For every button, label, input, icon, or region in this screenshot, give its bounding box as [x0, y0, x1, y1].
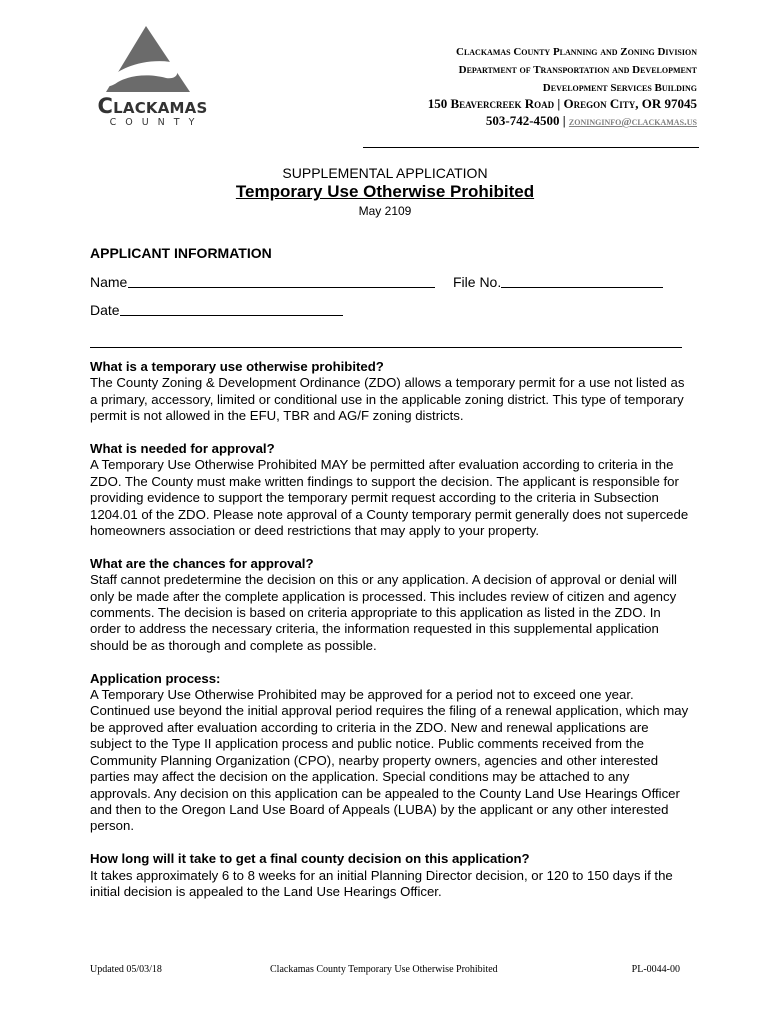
document-date: May 2109: [358, 204, 412, 218]
street-address: 150 Beavercreek Road | Oregon City, OR 97045: [427, 96, 697, 111]
section-heading: How long will it take to get a final county decision on this application?: [90, 851, 530, 867]
section-divider: [90, 347, 682, 348]
logo-county-label: COUNTY: [109, 117, 204, 128]
section-heading: What is a temporary use otherwise prohibited?: [90, 359, 384, 374]
logo-wordmark: Clackamas: [97, 94, 208, 118]
department-name: Department of Transportation and Development: [458, 64, 697, 76]
clackamas-logo-mountain-icon: [88, 26, 208, 98]
section-body: It takes approximately 6 to 8 weeks for an initial Planning Director decision, or 120 to 150 days if the initial decision is appealed to the Land Use Hearings Officer.: [90, 867, 673, 899]
section-heading: Application process:: [90, 670, 221, 686]
section-definition: [90, 359, 690, 425]
section-application-process: [90, 671, 690, 835]
file-number-label: File No.: [453, 274, 502, 290]
header-divider: [363, 147, 699, 148]
section-approval-chances: [90, 556, 690, 654]
page-title: Temporary Use Otherwise Prohibited: [235, 182, 535, 201]
date-label: Date: [90, 302, 120, 318]
file-number-field[interactable]: [501, 287, 663, 288]
section-approval-needs: [90, 441, 690, 539]
section-heading: What is needed for approval?: [90, 441, 275, 457]
contact-line: [486, 114, 697, 129]
section-body: The County Zoning & Development Ordinance (ZDO) allows a temporary permit for a use not listed as a primary, accessory, limited or conditional use in the applicable zoning district. This type of temporary permit is not allowed in the EFU, TBR and AG/F zoning districts.: [90, 375, 685, 424]
footer-form-id: PL-0044-00: [631, 964, 680, 975]
email-link[interactable]: zoninginfo@clackamas.us: [568, 116, 697, 128]
phone-number: 503-742-4500 |: [485, 113, 566, 128]
date-field[interactable]: [120, 315, 343, 316]
section-body: A Temporary Use Otherwise Prohibited MAY be permitted after evaluation according to criteria in the ZDO. The County must make written findings to support the decision. The applicant is responsible for providing evidence to support the temporary permit request according to the criteria in Subsection 1204.01 of the ZDO. Please note approval of a County temporary permit generally does not supercede homeowners association or deed restrictions that may apply to your property.: [90, 457, 689, 539]
supplemental-heading: SUPPLEMENTAL APPLICATION: [282, 165, 488, 181]
building-name: Development Services Building: [542, 82, 697, 94]
name-label: Name: [90, 274, 128, 290]
applicant-info-heading: APPLICANT INFORMATION: [90, 245, 272, 261]
division-name: Clackamas County Planning and Zoning Division: [456, 46, 697, 58]
footer-title: Clackamas County Temporary Use Otherwise Prohibited: [270, 964, 498, 975]
section-heading: What are the chances for approval?: [90, 555, 314, 571]
section-timeline: [90, 851, 690, 900]
name-field[interactable]: [128, 287, 435, 288]
information-sections: [90, 359, 690, 917]
section-body: Staff cannot predetermine the decision on this or any application. A decision of approval or denial will only be made after the complete application is processed. This includes review of citizen and agency comments. The decision is based on criteria appropriate to this application as listed in the ZDO. In order to address the necessary criteria, the information requested in this supplemental application should be as thorough and complete as possible.: [90, 572, 677, 653]
section-body: A Temporary Use Otherwise Prohibited may be approved for a period not to exceed one year. Continued use beyond the initial approval period requires the filing of a renewal application, which may be approved after evaluation according to criteria in the ZDO. New and renewal applications are subject to the Type II application process and public notice. Public comments received from the Community Planning Organization (CPO), nearby property owners, agencies and other interested parties may affect the decision on the application. Special conditions may be attached to any approvals. Any decision on this application can be appealed to the County Land Use Hearings Officer and then to the Oregon Land Use Board of Appeals (LUBA) by the applicant or any other interested person.: [90, 687, 689, 834]
footer-updated: Updated 05/03/18: [90, 964, 162, 975]
